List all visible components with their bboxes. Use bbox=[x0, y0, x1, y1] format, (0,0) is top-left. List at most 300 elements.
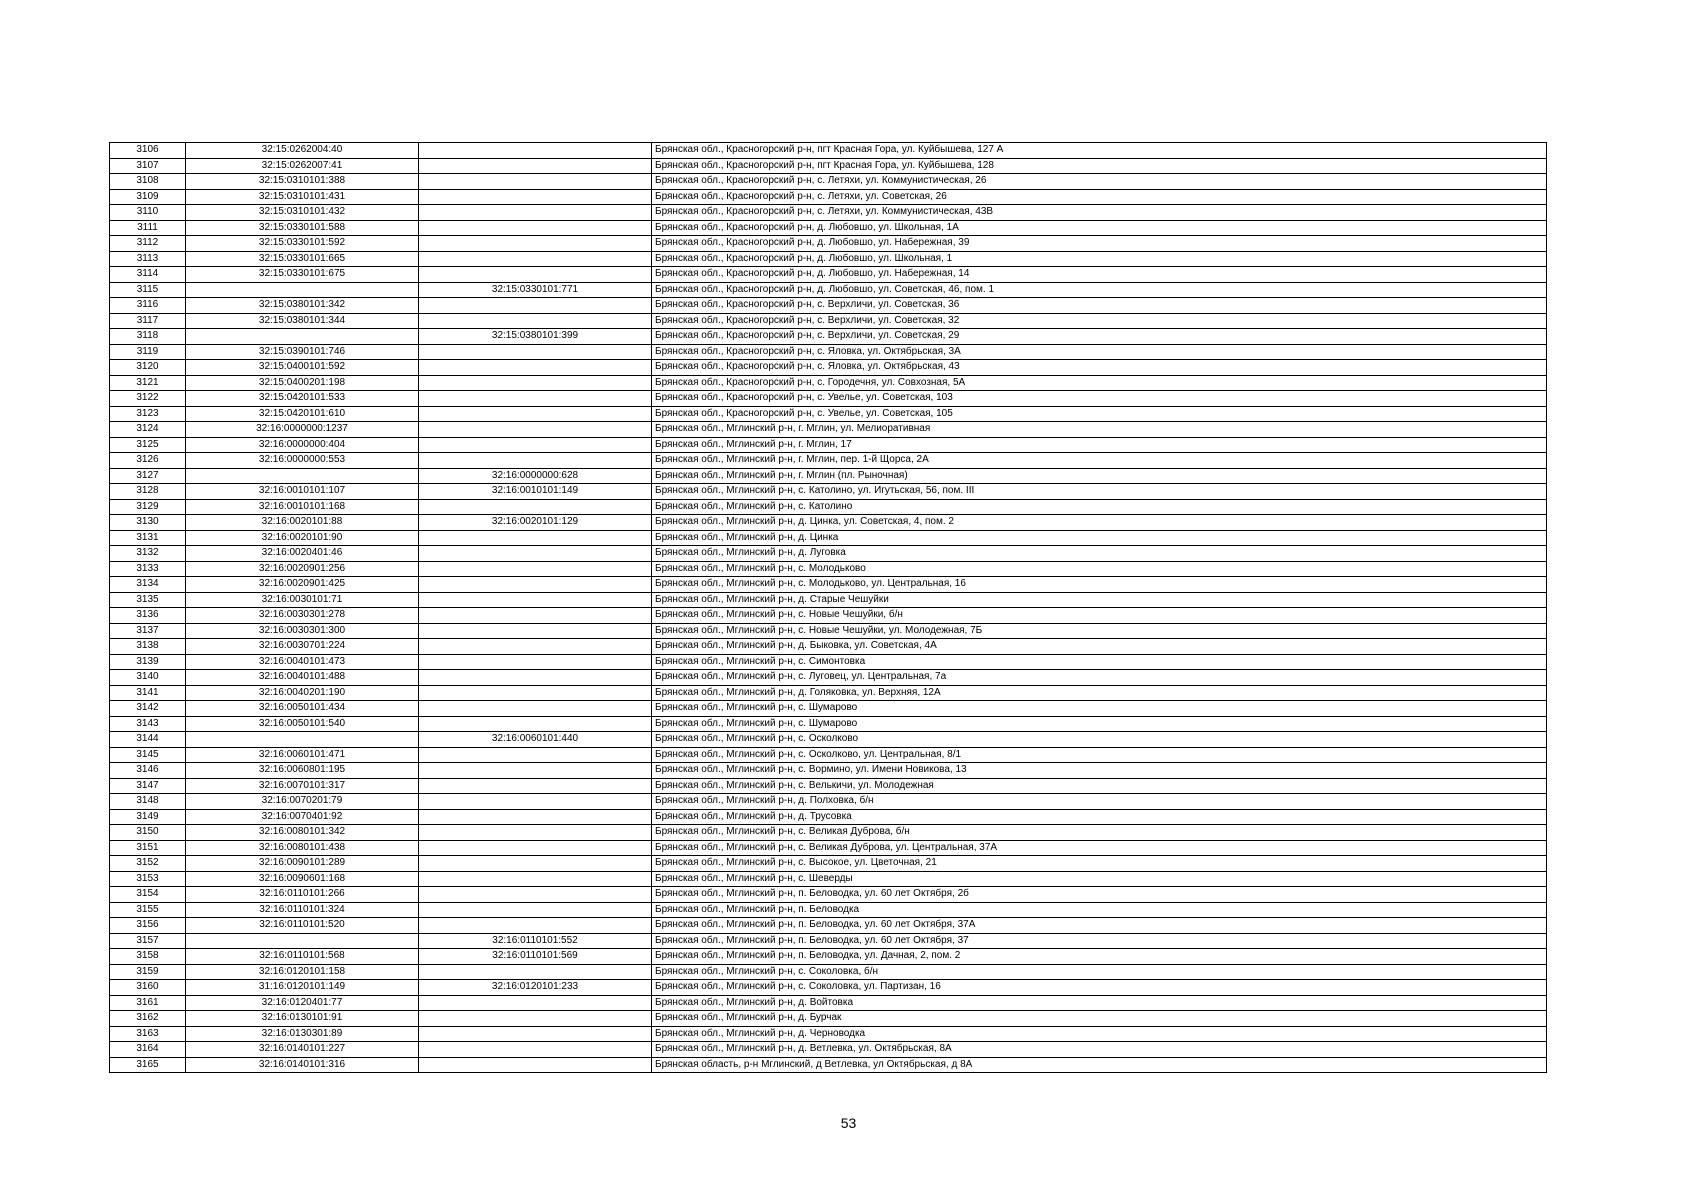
table-row bbox=[110, 360, 1547, 376]
address-cell: Брянская обл., Мглинский р-н, с. Осколково, ул. Центральная, 8/1 bbox=[652, 747, 1547, 763]
cadastral-number-cell: 32:16:0030701:224 bbox=[186, 639, 419, 655]
cadastral-number-cell: 32:15:0400101:592 bbox=[186, 360, 419, 376]
address-cell: Брянская обл., Красногорский р-н, с. Летяхи, ул. Коммунистическая, 43В bbox=[652, 205, 1547, 221]
cadastral-number-cell: 32:16:0130101:91 bbox=[186, 1011, 419, 1027]
page-number: 53 bbox=[840, 1115, 857, 1131]
table-row bbox=[110, 1057, 1547, 1073]
cadastral-number-cell: 32:15:0310101:431 bbox=[186, 189, 419, 205]
table-row bbox=[110, 298, 1547, 314]
secondary-cadastral-number-cell bbox=[419, 747, 652, 763]
cadastral-number-cell: 32:16:0050101:434 bbox=[186, 701, 419, 717]
row-number-cell: 3118 bbox=[110, 329, 186, 345]
cadastral-number-cell: 32:15:0380101:344 bbox=[186, 313, 419, 329]
secondary-cadastral-number-cell bbox=[419, 685, 652, 701]
row-number-cell: 3159 bbox=[110, 964, 186, 980]
address-cell: Брянская обл., Мглинский р-н, с. Велькичи, ул. Молодежная bbox=[652, 778, 1547, 794]
secondary-cadastral-number-cell bbox=[419, 1042, 652, 1058]
address-cell: Брянская обл., Мглинский р-н, п. Беловодка, ул. 60 лет Октября, 2б bbox=[652, 887, 1547, 903]
table-row bbox=[110, 437, 1547, 453]
secondary-cadastral-number-cell: 32:16:0110101:552 bbox=[419, 933, 652, 949]
row-number-cell: 3152 bbox=[110, 856, 186, 872]
secondary-cadastral-number-cell bbox=[419, 809, 652, 825]
row-number-cell: 3146 bbox=[110, 763, 186, 779]
cadastral-number-cell: 32:16:0140101:227 bbox=[186, 1042, 419, 1058]
secondary-cadastral-number-cell bbox=[419, 592, 652, 608]
address-cell: Брянская обл., Мглинский р-н, д. Черноводка bbox=[652, 1026, 1547, 1042]
secondary-cadastral-number-cell: 32:16:0120101:233 bbox=[419, 980, 652, 996]
cadastral-number-cell: 32:15:0330101:675 bbox=[186, 267, 419, 283]
row-number-cell: 3165 bbox=[110, 1057, 186, 1073]
row-number-cell: 3149 bbox=[110, 809, 186, 825]
row-number-cell: 3113 bbox=[110, 251, 186, 267]
table-row bbox=[110, 422, 1547, 438]
row-number-cell: 3130 bbox=[110, 515, 186, 531]
table-row bbox=[110, 608, 1547, 624]
table-row bbox=[110, 685, 1547, 701]
table-row bbox=[110, 499, 1547, 515]
secondary-cadastral-number-cell bbox=[419, 639, 652, 655]
cadastral-number-cell: 32:16:0040201:190 bbox=[186, 685, 419, 701]
table-row bbox=[110, 809, 1547, 825]
table-row bbox=[110, 205, 1547, 221]
secondary-cadastral-number-cell bbox=[419, 794, 652, 810]
table-row bbox=[110, 623, 1547, 639]
secondary-cadastral-number-cell bbox=[419, 143, 652, 159]
address-cell: Брянская обл., Красногорский р-н, д. Любовшо, ул. Советская, 46, пом. 1 bbox=[652, 282, 1547, 298]
address-cell: Брянская обл., Мглинский р-н, д. Трусовка bbox=[652, 809, 1547, 825]
row-number-cell: 3115 bbox=[110, 282, 186, 298]
address-cell: Брянская обл., Мглинский р-н, д. Цинка, ул. Советская, 4, пом. 2 bbox=[652, 515, 1547, 531]
address-cell: Брянская обл., Мглинский р-н, с. Шумарово bbox=[652, 716, 1547, 732]
address-cell: Брянская обл., Мглинский р-н, д. Луговка bbox=[652, 546, 1547, 562]
table-row bbox=[110, 329, 1547, 345]
secondary-cadastral-number-cell bbox=[419, 360, 652, 376]
address-cell: Брянская обл., Красногорский р-н, д. Любовшо, ул. Школьная, 1 bbox=[652, 251, 1547, 267]
address-cell: Брянская обл., Мглинский р-н, п. Беловодка, ул. 60 лет Октября, 37 bbox=[652, 933, 1547, 949]
address-cell: Брянская обл., Мглинский р-н, с. Великая Дуброва, б/н bbox=[652, 825, 1547, 841]
table-row bbox=[110, 375, 1547, 391]
cadastral-number-cell: 32:15:0420101:533 bbox=[186, 391, 419, 407]
row-number-cell: 3157 bbox=[110, 933, 186, 949]
table-row bbox=[110, 143, 1547, 159]
row-number-cell: 3163 bbox=[110, 1026, 186, 1042]
table-row bbox=[110, 980, 1547, 996]
row-number-cell: 3153 bbox=[110, 871, 186, 887]
cadastral-number-cell: 32:16:0090101:289 bbox=[186, 856, 419, 872]
secondary-cadastral-number-cell bbox=[419, 391, 652, 407]
secondary-cadastral-number-cell: 32:16:0020101:129 bbox=[419, 515, 652, 531]
cadastral-number-cell: 32:16:0020901:425 bbox=[186, 577, 419, 593]
row-number-cell: 3119 bbox=[110, 344, 186, 360]
secondary-cadastral-number-cell bbox=[419, 158, 652, 174]
cadastral-number-cell bbox=[186, 933, 419, 949]
secondary-cadastral-number-cell bbox=[419, 964, 652, 980]
cadastral-number-cell: 32:16:0070201:79 bbox=[186, 794, 419, 810]
row-number-cell: 3121 bbox=[110, 375, 186, 391]
secondary-cadastral-number-cell bbox=[419, 608, 652, 624]
address-cell: Брянская область, р-н Мглинский, д Ветлевка, ул Октябрьская, д 8А bbox=[655, 1058, 973, 1070]
cadastral-number-cell: 32:16:0020401:46 bbox=[186, 546, 419, 562]
table-row bbox=[110, 453, 1547, 469]
row-number-cell: 3143 bbox=[110, 716, 186, 732]
cadastral-number-cell: 32:16:0110101:266 bbox=[186, 887, 419, 903]
secondary-cadastral-number-cell bbox=[419, 654, 652, 670]
row-number-cell: 3135 bbox=[110, 592, 186, 608]
table-row bbox=[110, 732, 1547, 748]
secondary-cadastral-number-cell bbox=[419, 995, 652, 1011]
secondary-cadastral-number-cell: 32:16:0060101:440 bbox=[419, 732, 652, 748]
row-number-cell: 3136 bbox=[110, 608, 186, 624]
secondary-cadastral-number-cell bbox=[419, 670, 652, 686]
address-cell: Брянская обл., Мглинский р-н, д. Цинка bbox=[652, 530, 1547, 546]
address-cell: Брянская обл., Красногорский р-н, с. Яловка, ул. Октябрьская, 3А bbox=[652, 344, 1547, 360]
cadastral-number-cell: 32:16:0110101:520 bbox=[186, 918, 419, 934]
table-row bbox=[110, 933, 1547, 949]
secondary-cadastral-number-cell bbox=[419, 189, 652, 205]
cadastral-number-cell: 32:16:0020901:256 bbox=[186, 561, 419, 577]
secondary-cadastral-number-cell bbox=[419, 902, 652, 918]
table-row bbox=[110, 701, 1547, 717]
row-number-cell: 3139 bbox=[110, 654, 186, 670]
table-row bbox=[110, 716, 1547, 732]
table-row bbox=[110, 747, 1547, 763]
address-cell: Брянская обл., Мглинский р-н, г. Мглин, ул. Мелиоративная bbox=[652, 422, 1547, 438]
address-cell: Брянская обл., Красногорский р-н, пгт Красная Гора, ул. Куйбышева, 128 bbox=[652, 158, 1547, 174]
address-cell: Брянская обл., Мглинский р-н, с. Луговец, ул. Центральная, 7а bbox=[652, 670, 1547, 686]
table-row bbox=[110, 778, 1547, 794]
secondary-cadastral-number-cell bbox=[419, 1057, 652, 1073]
cadastral-number-cell: 32:16:0030301:278 bbox=[186, 608, 419, 624]
row-number-cell: 3144 bbox=[110, 732, 186, 748]
address-cell: Брянская обл., Мглинский р-н, с. Новые Чешуйки, б/н bbox=[652, 608, 1547, 624]
cadastral-number-cell bbox=[186, 468, 419, 484]
cadastral-number-cell: 32:15:0380101:342 bbox=[186, 298, 419, 314]
row-number-cell: 3140 bbox=[110, 670, 186, 686]
secondary-cadastral-number-cell: 32:16:0000000:628 bbox=[419, 468, 652, 484]
table-row bbox=[110, 251, 1547, 267]
row-number-cell: 3112 bbox=[110, 236, 186, 252]
row-number-cell: 3155 bbox=[110, 902, 186, 918]
table-row bbox=[110, 515, 1547, 531]
secondary-cadastral-number-cell bbox=[419, 220, 652, 236]
table-row bbox=[110, 856, 1547, 872]
address-cell: Брянская обл., Мглинский р-н, с. Вормино, ул. Имени Новикова, 13 bbox=[652, 763, 1547, 779]
cadastral-number-cell: 32:16:0050101:540 bbox=[186, 716, 419, 732]
secondary-cadastral-number-cell bbox=[419, 236, 652, 252]
address-cell: Брянская обл., Мглинский р-н, с. Молодьково bbox=[652, 561, 1547, 577]
row-number-cell: 3107 bbox=[110, 158, 186, 174]
secondary-cadastral-number-cell bbox=[419, 298, 652, 314]
address-cell: Брянская обл., Красногорский р-н, д. Любовшо, ул. Школьная, 1А bbox=[652, 220, 1547, 236]
secondary-cadastral-number-cell: 32:16:0110101:569 bbox=[419, 949, 652, 965]
row-number-cell: 3148 bbox=[110, 794, 186, 810]
row-number-cell: 3117 bbox=[110, 313, 186, 329]
address-cell: Брянская обл., Мглинский р-н, д. Старые Чешуйки bbox=[652, 592, 1547, 608]
table-row bbox=[110, 236, 1547, 252]
secondary-cadastral-number-cell bbox=[419, 840, 652, 856]
address-cell: Брянская обл., Мглинский р-н, с. Соколовка, ул. Партизан, 16 bbox=[652, 980, 1547, 996]
row-number-cell: 3124 bbox=[110, 422, 186, 438]
cadastral-number-cell: 32:16:0120401:77 bbox=[186, 995, 419, 1011]
secondary-cadastral-number-cell bbox=[419, 918, 652, 934]
address-cell: Брянская обл., Мглинский р-н, п. Беловодка bbox=[652, 902, 1547, 918]
secondary-cadastral-number-cell bbox=[419, 716, 652, 732]
address-cell: Брянская обл., Мглинский р-н, д. Войтовка bbox=[652, 995, 1547, 1011]
row-number-cell: 3137 bbox=[110, 623, 186, 639]
address-cell: Брянская обл., Мглинский р-н, д. Голяковка, ул. Верхняя, 12А bbox=[652, 685, 1547, 701]
secondary-cadastral-number-cell bbox=[419, 577, 652, 593]
address-cell: Брянская обл., Мглинский р-н, с. Соколовка, б/н bbox=[652, 964, 1547, 980]
cadastral-number-cell: 32:16:0030301:300 bbox=[186, 623, 419, 639]
table-row bbox=[110, 1011, 1547, 1027]
secondary-cadastral-number-cell: 32:15:0380101:399 bbox=[419, 329, 652, 345]
cadastral-number-cell: 32:15:0390101:746 bbox=[186, 344, 419, 360]
address-cell: Брянская обл., Мглинский р-н, д. Ветлевка, ул. Октябрьская, 8А bbox=[652, 1042, 1547, 1058]
table-row bbox=[110, 887, 1547, 903]
secondary-cadastral-number-cell bbox=[419, 1011, 652, 1027]
secondary-cadastral-number-cell: 32:15:0330101:771 bbox=[419, 282, 652, 298]
cadastral-number-cell bbox=[186, 732, 419, 748]
cadastral-number-cell: 32:15:0262004:40 bbox=[186, 143, 419, 159]
cadastral-number-cell: 32:16:0110101:568 bbox=[186, 949, 419, 965]
row-number-cell: 3147 bbox=[110, 778, 186, 794]
secondary-cadastral-number-cell bbox=[419, 530, 652, 546]
cadastral-number-cell bbox=[186, 282, 419, 298]
cadastral-number-cell: 32:15:0262007:41 bbox=[186, 158, 419, 174]
secondary-cadastral-number-cell bbox=[419, 561, 652, 577]
table-row bbox=[110, 546, 1547, 562]
secondary-cadastral-number-cell bbox=[419, 763, 652, 779]
cadastral-number-cell: 31:16:0120101:149 bbox=[186, 980, 419, 996]
row-number-cell: 3134 bbox=[110, 577, 186, 593]
table-row bbox=[110, 220, 1547, 236]
cadastral-number-cell: 32:15:0310101:388 bbox=[186, 174, 419, 190]
table-row bbox=[110, 189, 1547, 205]
table-row bbox=[110, 530, 1547, 546]
row-number-cell: 3129 bbox=[110, 499, 186, 515]
secondary-cadastral-number-cell bbox=[419, 251, 652, 267]
row-number-cell: 3131 bbox=[110, 530, 186, 546]
cadastral-number-cell: 32:16:0070101:317 bbox=[186, 778, 419, 794]
address-cell: Брянская обл., Мглинский р-н, с. Высокое, ул. Цветочная, 21 bbox=[652, 856, 1547, 872]
address-cell: Брянская обл., Мглинский р-н, г. Мглин (пл. Рыночная) bbox=[652, 468, 1547, 484]
row-number-cell: 3109 bbox=[110, 189, 186, 205]
address-cell: Брянская обл., Красногорский р-н, д. Любовшо, ул. Набережная, 14 bbox=[652, 267, 1547, 283]
cadastral-number-cell: 32:16:0000000:553 bbox=[186, 453, 419, 469]
registry-table bbox=[109, 142, 1547, 1073]
row-number-cell: 3125 bbox=[110, 437, 186, 453]
secondary-cadastral-number-cell bbox=[419, 375, 652, 391]
secondary-cadastral-number-cell bbox=[419, 546, 652, 562]
row-number-cell: 3133 bbox=[110, 561, 186, 577]
table-row bbox=[110, 561, 1547, 577]
address-cell: Брянская обл., Красногорский р-н, с. Увелье, ул. Советская, 105 bbox=[652, 406, 1547, 422]
table-row bbox=[110, 670, 1547, 686]
table-row bbox=[110, 871, 1547, 887]
cadastral-number-cell: 32:16:0040101:473 bbox=[186, 654, 419, 670]
row-number-cell: 3158 bbox=[110, 949, 186, 965]
address-cell: Брянская обл., Красногорский р-н, с. Летяхи, ул. Советская, 26 bbox=[652, 189, 1547, 205]
address-cell: Брянская обл., Мглинский р-н, с. Молодьково, ул. Центральная, 16 bbox=[652, 577, 1547, 593]
row-number-cell: 3150 bbox=[110, 825, 186, 841]
row-number-cell: 3156 bbox=[110, 918, 186, 934]
address-cell: Брянская обл., Мглинский р-н, с. Католино bbox=[652, 499, 1547, 515]
row-number-cell: 3151 bbox=[110, 840, 186, 856]
address-cell: Брянская обл., Красногорский р-н, с. Увелье, ул. Советская, 103 bbox=[652, 391, 1547, 407]
table-row bbox=[110, 763, 1547, 779]
cadastral-number-cell: 32:15:0330101:592 bbox=[186, 236, 419, 252]
secondary-cadastral-number-cell bbox=[419, 422, 652, 438]
cadastral-number-cell: 32:16:0060101:471 bbox=[186, 747, 419, 763]
row-number-cell: 3164 bbox=[110, 1042, 186, 1058]
table-row bbox=[110, 391, 1547, 407]
address-cell: Брянская обл., Красногорский р-н, д. Любовшо, ул. Набережная, 39 bbox=[652, 236, 1547, 252]
secondary-cadastral-number-cell bbox=[419, 344, 652, 360]
cadastral-number-cell: 32:16:0110101:324 bbox=[186, 902, 419, 918]
address-cell: Брянская обл., Мглинский р-н, п. Беловодка, ул. 60 лет Октября, 37А bbox=[652, 918, 1547, 934]
cadastral-number-cell: 32:16:0130301:89 bbox=[186, 1026, 419, 1042]
cadastral-number-cell: 32:16:0010101:168 bbox=[186, 499, 419, 515]
row-number-cell: 3120 bbox=[110, 360, 186, 376]
row-number-cell: 3114 bbox=[110, 267, 186, 283]
secondary-cadastral-number-cell bbox=[419, 453, 652, 469]
table-row bbox=[110, 592, 1547, 608]
table-row bbox=[110, 825, 1547, 841]
address-cell: Брянская обл., Мглинский р-н, с. Шумарово bbox=[652, 701, 1547, 717]
table-row bbox=[110, 1042, 1547, 1058]
cadastral-number-cell: 32:16:0070401:92 bbox=[186, 809, 419, 825]
address-cell: Брянская обл., Красногорский р-н, с. Яловка, ул. Октябрьская, 43 bbox=[652, 360, 1547, 376]
secondary-cadastral-number-cell bbox=[419, 313, 652, 329]
row-number-cell: 3126 bbox=[110, 453, 186, 469]
address-cell: Брянская обл., Мглинский р-н, г. Мглин, 17 bbox=[652, 437, 1547, 453]
cadastral-number-cell: 32:16:0000000:1237 bbox=[186, 422, 419, 438]
cadastral-number-cell: 32:15:0420101:610 bbox=[186, 406, 419, 422]
address-cell: Брянская обл., Мглинский р-н, д. Полховка, б/н bbox=[652, 794, 1547, 810]
table-row bbox=[110, 174, 1547, 190]
table-row bbox=[110, 902, 1547, 918]
secondary-cadastral-number-cell bbox=[419, 1026, 652, 1042]
secondary-cadastral-number-cell bbox=[419, 499, 652, 515]
cadastral-number-cell: 32:16:0030101:71 bbox=[186, 592, 419, 608]
address-cell: Брянская обл., Мглинский р-н, с. Великая Дуброва, ул. Центральная, 37А bbox=[652, 840, 1547, 856]
address-cell: Брянская обл., Мглинский р-н, с. Католино, ул. Игутьская, 56, пом. III bbox=[652, 484, 1547, 500]
secondary-cadastral-number-cell bbox=[419, 887, 652, 903]
address-cell: Брянская обл., Мглинский р-н, с. Новые Чешуйки, ул. Молодежная, 7Б bbox=[652, 623, 1547, 639]
cadastral-number-cell: 32:16:0120101:158 bbox=[186, 964, 419, 980]
cadastral-number-cell bbox=[186, 329, 419, 345]
table-row bbox=[110, 282, 1547, 298]
cadastral-number-cell: 32:16:0080101:438 bbox=[186, 840, 419, 856]
row-number-cell: 3110 bbox=[110, 205, 186, 221]
row-number-cell: 3106 bbox=[110, 143, 186, 159]
cadastral-number-cell: 32:16:0140101:316 bbox=[186, 1057, 419, 1073]
table-row bbox=[110, 406, 1547, 422]
table-row bbox=[110, 949, 1547, 965]
table-row bbox=[110, 313, 1547, 329]
address-cell: Брянская обл., Мглинский р-н, г. Мглин, пер. 1-й Щорса, 2А bbox=[652, 453, 1547, 469]
cadastral-number-cell: 32:16:0020101:88 bbox=[186, 515, 419, 531]
secondary-cadastral-number-cell bbox=[419, 406, 652, 422]
cadastral-number-cell: 32:15:0310101:432 bbox=[186, 205, 419, 221]
secondary-cadastral-number-cell bbox=[419, 701, 652, 717]
table-row bbox=[110, 267, 1547, 283]
row-number-cell: 3116 bbox=[110, 298, 186, 314]
table-row bbox=[110, 918, 1547, 934]
table-row bbox=[110, 840, 1547, 856]
secondary-cadastral-number-cell bbox=[419, 856, 652, 872]
secondary-cadastral-number-cell: 32:16:0010101:149 bbox=[419, 484, 652, 500]
row-number-cell: 3142 bbox=[110, 701, 186, 717]
table-row bbox=[110, 964, 1547, 980]
cadastral-number-cell: 32:16:0020101:90 bbox=[186, 530, 419, 546]
address-cell: Брянская обл., Красногорский р-н, с. Верхличи, ул. Советская, 29 bbox=[652, 329, 1547, 345]
row-number-cell: 3162 bbox=[110, 1011, 186, 1027]
cadastral-number-cell: 32:16:0080101:342 bbox=[186, 825, 419, 841]
row-number-cell: 3122 bbox=[110, 391, 186, 407]
cadastral-number-cell: 32:16:0000000:404 bbox=[186, 437, 419, 453]
table-row bbox=[110, 484, 1547, 500]
row-number-cell: 3123 bbox=[110, 406, 186, 422]
address-cell: Брянская обл., Красногорский р-н, с. Верхличи, ул. Советская, 36 bbox=[652, 298, 1547, 314]
row-number-cell: 3127 bbox=[110, 468, 186, 484]
row-number-cell: 3145 bbox=[110, 747, 186, 763]
table-row bbox=[110, 639, 1547, 655]
row-number-cell: 3132 bbox=[110, 546, 186, 562]
table-row bbox=[110, 995, 1547, 1011]
cadastral-number-cell: 32:16:0010101:107 bbox=[186, 484, 419, 500]
table-row bbox=[110, 468, 1547, 484]
row-number-cell: 3161 bbox=[110, 995, 186, 1011]
address-cell: Брянская обл., Мглинский р-н, д. Быковка, ул. Советская, 4А bbox=[652, 639, 1547, 655]
secondary-cadastral-number-cell bbox=[419, 267, 652, 283]
row-number-cell: 3160 bbox=[110, 980, 186, 996]
row-number-cell: 3111 bbox=[110, 220, 186, 236]
address-cell: Брянская обл., Красногорский р-н, с. Летяхи, ул. Коммунистическая, 26 bbox=[652, 174, 1547, 190]
secondary-cadastral-number-cell bbox=[419, 437, 652, 453]
secondary-cadastral-number-cell bbox=[419, 871, 652, 887]
table-row bbox=[110, 1026, 1547, 1042]
address-cell: Брянская обл., Мглинский р-н, п. Беловодка, ул. Дачная, 2, пом. 2 bbox=[652, 949, 1547, 965]
cadastral-number-cell: 32:15:0330101:588 bbox=[186, 220, 419, 236]
secondary-cadastral-number-cell bbox=[419, 205, 652, 221]
row-number-cell: 3128 bbox=[110, 484, 186, 500]
address-cell: Брянская обл., Мглинский р-н, с. Шеверды bbox=[652, 871, 1547, 887]
table-row bbox=[110, 344, 1547, 360]
secondary-cadastral-number-cell bbox=[419, 778, 652, 794]
table-row bbox=[110, 577, 1547, 593]
secondary-cadastral-number-cell bbox=[419, 825, 652, 841]
address-cell: Брянская обл., Мглинский р-н, д. Бурчак bbox=[652, 1011, 1547, 1027]
cadastral-number-cell: 32:16:0040101:488 bbox=[186, 670, 419, 686]
cadastral-number-cell: 32:16:0090601:168 bbox=[186, 871, 419, 887]
address-cell: Брянская обл., Красногорский р-н, с. Городечня, ул. Совхозная, 5А bbox=[652, 375, 1547, 391]
table-row bbox=[110, 158, 1547, 174]
cadastral-number-cell: 32:15:0330101:665 bbox=[186, 251, 419, 267]
table-row bbox=[110, 794, 1547, 810]
secondary-cadastral-number-cell bbox=[419, 174, 652, 190]
address-cell: Брянская обл., Мглинский р-н, с. Симонтовка bbox=[652, 654, 1547, 670]
address-cell: Брянская обл., Красногорский р-н, с. Верхличи, ул. Советская, 32 bbox=[652, 313, 1547, 329]
cadastral-number-cell: 32:16:0060801:195 bbox=[186, 763, 419, 779]
row-number-cell: 3154 bbox=[110, 887, 186, 903]
registry-table-body bbox=[110, 143, 1547, 1073]
address-cell: Брянская обл., Красногорский р-н, пгт Красная Гора, ул. Куйбышева, 127 А bbox=[652, 143, 1547, 159]
secondary-cadastral-number-cell bbox=[419, 623, 652, 639]
cadastral-number-cell: 32:15:0400201:198 bbox=[186, 375, 419, 391]
table-row bbox=[110, 654, 1547, 670]
row-number-cell: 3138 bbox=[110, 639, 186, 655]
